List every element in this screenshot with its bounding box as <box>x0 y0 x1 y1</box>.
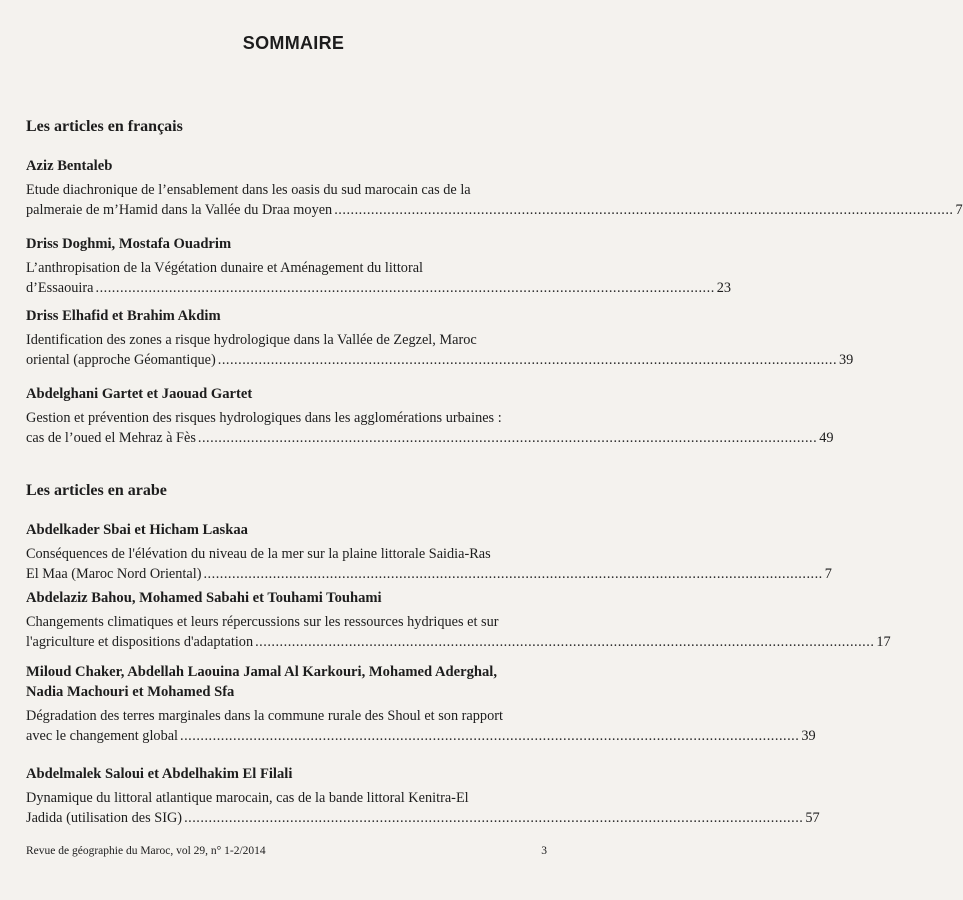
entry-title-line: Changements climatiques et leurs répercussions sur les ressources hydriques et sur <box>26 614 499 630</box>
entry-title-line: Etude diachronique de l’ensablement dans les oasis du sud marocain cas de la <box>26 182 471 198</box>
entry-title-line: d’Essaouira <box>26 280 94 296</box>
entry-authors: Abdelaziz Bahou, Mohamed Sabahi et Touhami Touhami <box>26 590 382 606</box>
entry-page-number: 23 <box>716 280 732 296</box>
dot-leader: ........................................................................................................................................................ <box>217 352 838 368</box>
entry-page-number: 49 <box>819 430 834 446</box>
dot-leader: ........................................................................................................................................................ <box>184 810 804 826</box>
entry-page-number: 39 <box>839 352 854 368</box>
entry-authors: Driss Doghmi, Mostafa Ouadrim <box>26 236 232 252</box>
entry-leader-line <box>26 564 832 584</box>
entry-title <box>26 788 820 828</box>
section-heading-french: Les articles en français <box>26 118 183 135</box>
entry-page-number: 7 <box>955 202 963 218</box>
dot-leader: ........................................................................................................................................................ <box>95 280 715 296</box>
entry-title <box>26 258 732 298</box>
toc-entry[interactable] <box>26 234 732 298</box>
entry-leader-line <box>26 428 834 448</box>
toc-entry[interactable] <box>26 662 816 746</box>
entry-leader-line <box>26 632 891 652</box>
entry-page-number: 39 <box>801 728 816 744</box>
entry-title-line: Dynamique du littoral atlantique marocain, cas de la bande littoral Kenitra-El <box>26 790 469 806</box>
entry-title-line: oriental (approche Géomantique) <box>26 352 216 368</box>
entry-title-line: L’anthropisation de la Végétation dunaire et Aménagement du littoral <box>26 260 424 276</box>
page-title: SOMMAIRE <box>242 33 345 53</box>
entry-title-line: Conséquences de l'élévation du niveau de la mer sur la plaine littorale Saidia-Ras <box>26 546 491 562</box>
entry-leader-line <box>26 278 732 298</box>
entry-title <box>26 544 832 584</box>
toc-entry[interactable] <box>26 156 963 220</box>
entry-title-line: Identification des zones a risque hydrologique dans la Vallée de Zegzel, Maroc <box>26 332 477 348</box>
toc-entry[interactable] <box>26 384 834 448</box>
entry-page-number: 7 <box>824 566 832 582</box>
entry-title-line: Jadida (utilisation des SIG) <box>26 810 183 826</box>
section-heading-arabic: Les articles en arabe <box>26 482 167 499</box>
entry-title <box>26 180 963 220</box>
entry-title-line: Dégradation des terres marginales dans la commune rurale des Shoul et son rapport <box>26 708 503 724</box>
entry-authors: Abdelmalek Saloui et Abdelhakim El Filali <box>26 766 293 782</box>
entry-title <box>26 408 834 448</box>
toc-entry[interactable] <box>26 306 854 370</box>
dot-leader: ........................................................................................................................................................ <box>180 728 800 744</box>
entry-page-number: 57 <box>805 810 820 826</box>
entry-authors: Driss Elhafid et Brahim Akdim <box>26 308 221 324</box>
page-number: 3 <box>541 845 547 857</box>
dot-leader: ........................................................................................................................................................ <box>203 566 823 582</box>
toc-entry[interactable] <box>26 588 891 652</box>
entry-title-line: Gestion et prévention des risques hydrologiques dans les agglomérations urbaines : <box>26 410 502 426</box>
entry-leader-line <box>26 350 854 370</box>
entry-title-line: avec le changement global <box>26 728 179 744</box>
entry-leader-line <box>26 808 820 828</box>
entry-authors: Abdelkader Sbai et Hicham Laskaa <box>26 522 248 538</box>
entry-title-line: palmeraie de m’Hamid dans la Vallée du Draa moyen <box>26 202 333 218</box>
entry-authors: Miloud Chaker, Abdellah Laouina Jamal Al Karkouri, Mohamed Aderghal, <box>26 664 497 680</box>
entry-page-number: 17 <box>876 634 891 650</box>
toc-entry[interactable] <box>26 520 832 584</box>
dot-leader: ........................................................................................................................................................ <box>255 634 875 650</box>
entry-title <box>26 330 854 370</box>
dot-leader: ........................................................................................................................................................ <box>334 202 954 218</box>
entry-title-line: cas de l’oued el Mehraz à Fès <box>26 430 196 446</box>
entry-authors: Nadia Machouri et Mohamed Sfa <box>26 684 235 700</box>
entry-title-line: El Maa (Maroc Nord Oriental) <box>26 566 202 582</box>
entry-title <box>26 612 891 652</box>
entry-leader-line <box>26 200 963 220</box>
entry-title-line: l'agriculture et dispositions d'adaptation <box>26 634 254 650</box>
entry-leader-line <box>26 726 816 746</box>
entry-authors: Aziz Bentaleb <box>26 158 113 174</box>
dot-leader: ........................................................................................................................................................ <box>197 430 818 446</box>
entry-authors: Abdelghani Gartet et Jaouad Gartet <box>26 386 253 402</box>
toc-entry[interactable] <box>26 764 820 828</box>
entry-title <box>26 706 816 746</box>
journal-footer: Revue de géographie du Maroc, vol 29, n° 1-2/2014 <box>26 845 266 857</box>
